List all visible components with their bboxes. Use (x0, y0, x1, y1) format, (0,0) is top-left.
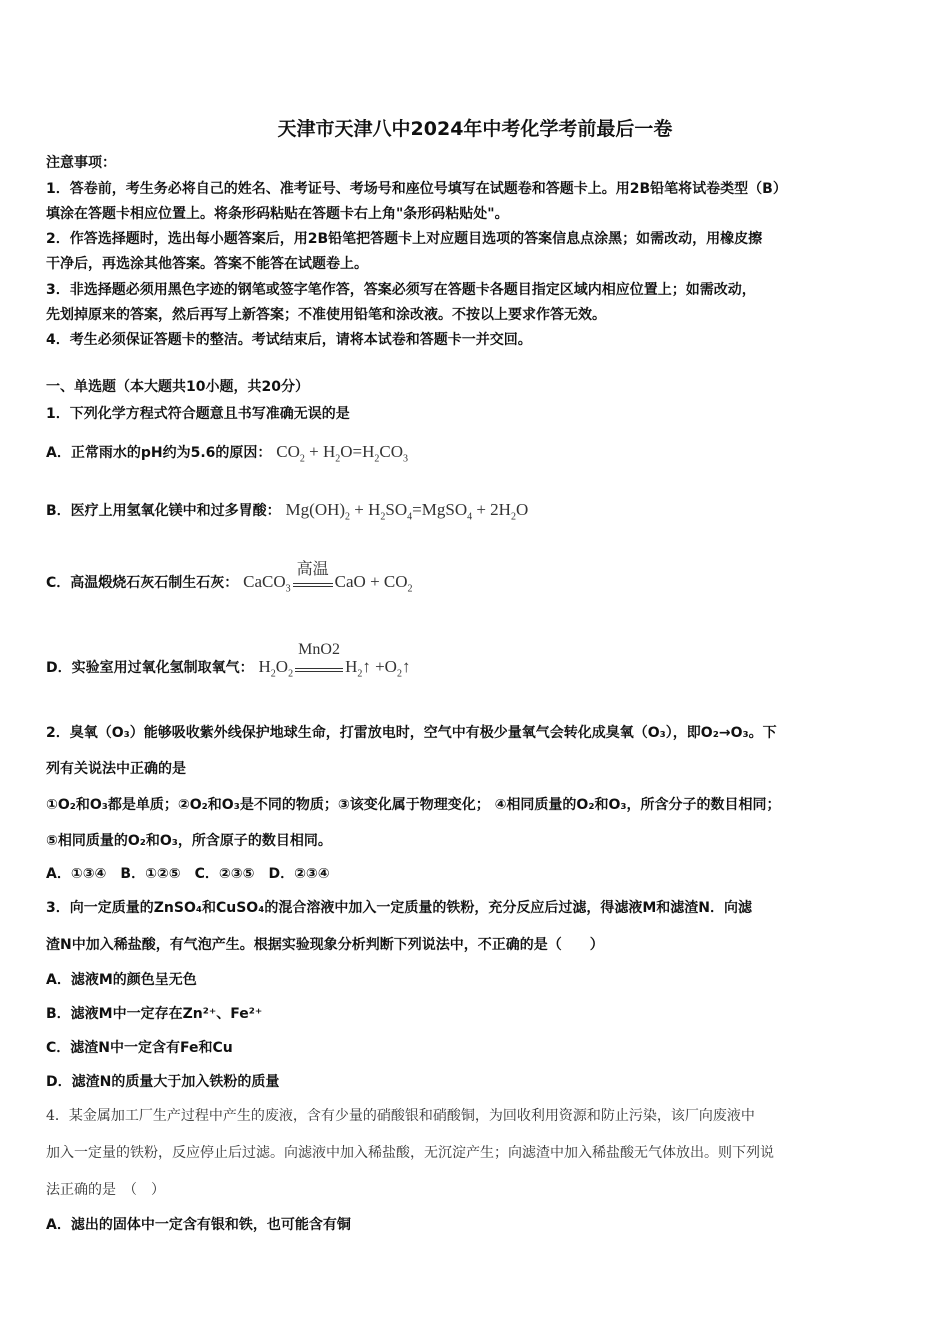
notice-line-6: 先划掉原来的答案，然后再写上新答案；不准使用铅笔和涂改液。不按以上要求作答无效。 (46, 307, 606, 323)
q1-option-d (46, 641, 411, 680)
q2-line-4: ⑤相同质量的O₂和O₃，所含原子的数目相同。 (46, 833, 332, 849)
q3-line-2: 渣N中加入稀盐酸，有气泡产生。根据实验现象分析判断下列说法中，不正确的是（ ） (46, 937, 604, 953)
q2-line-1: 2．臭氧（O₃）能够吸收紫外线保护地球生命，打雷放电时，空气中有极少量氧气会转化成臭氧（O₃），即O₂→O₃。下 (46, 725, 777, 741)
q3-line-1: 3．向一定质量的ZnSO₄和CuSO₄的混合溶液中加入一定质量的铁粉，充分反应后过滤，得滤液M和滤渣N．向滤 (46, 900, 752, 916)
q1-option-c-formula: CaCO$_3$ 高温 CaO + $CO_2$ (243, 572, 412, 591)
q1-option-b-formula: $Mg(OH)_2$ + $H_2SO_4=MgSO_4 + 2H_2O$ (285, 500, 529, 523)
q1-option-b-label: B．医疗上用氢氧化镁中和过多胃酸： (46, 503, 281, 519)
q2-line-2: 列有关说法中正确的是 (46, 761, 186, 777)
q1-option-c (46, 561, 413, 595)
q1-stem: 1．下列化学方程式符合题意且书写准确无误的是 (46, 406, 350, 422)
notice-line-2: 填涂在答题卡相应位置上。将条形码粘贴在答题卡右上角"条形码粘贴处"。 (46, 206, 509, 222)
q1-option-b (46, 500, 528, 522)
q3-option-d: D．滤渣N的质量大于加入铁粉的质量 (46, 1074, 280, 1090)
q3-option-c: C．滤渣N中一定含有Fe和Cu (46, 1040, 233, 1056)
notice-line-4: 干净后，再选涂其他答案。答案不能答在试题卷上。 (46, 256, 368, 272)
q1-option-d-condition: MnO2 (298, 641, 340, 659)
q1-option-c-condition: 高温 (296, 561, 329, 579)
notice-line-1: 1．答卷前，考生务必将自己的姓名、准考证号、考场号和座位号填写在试题卷和答题卡上。用2B铅笔将试卷类型（B） (46, 181, 787, 197)
q2-line-3: ①O₂和O₃都是单质；②O₂和O₃是不同的物质；③该变化属于物理变化； ④相同质量的O₂和O₃，所含分子的数目相同； (46, 797, 781, 813)
q1-option-a-label: A．正常雨水的pH约为5.6的原因： (46, 445, 272, 461)
q1-option-a (46, 442, 408, 464)
q3-option-b: B．滤液M中一定存在Zn²⁺、Fe²⁺ (46, 1006, 263, 1022)
q1-option-d-label: D．实验室用过氧化氢制取氧气： (46, 660, 254, 676)
q4-line-1: 4．某金属加工厂生产过程中产生的废液，含有少量的硝酸银和硝酸铜，为回收利用资源和防止污染，该厂向废液中 (46, 1108, 755, 1124)
notice-heading: 注意事项： (46, 155, 116, 171)
q2-options: A．①③④ B．①②⑤ C．②③⑤ D．②③④ (46, 866, 330, 882)
q4-line-3: 法正确的是 （ ） (46, 1182, 165, 1198)
q1-option-c-label: C．高温煅烧石灰石制生石灰： (46, 575, 239, 591)
notice-line-7: 4．考生必须保证答题卡的整洁。考试结束后，请将本试卷和答题卡一并交回。 (46, 332, 532, 348)
q1-option-a-formula: $CO_2 + H_2O=H_2CO_3$ (276, 442, 409, 465)
notice-line-3: 2．作答选择题时，选出每小题答案后，用2B铅笔把答题卡上对应题目选项的答案信息点涂黑；如需改动，用橡皮擦 (46, 231, 763, 247)
section-heading: 一、单选题（本大题共10小题，共20分） (46, 379, 309, 395)
notice-line-5: 3．非选择题必须用黑色字迹的钢笔或签字笔作答，答案必须写在答题卡各题目指定区域内相应位置上；如需改动， (46, 282, 756, 298)
page-title: 天津市天津八中2024年中考化学考前最后一卷 (277, 118, 673, 140)
q4-line-2: 加入一定量的铁粉，反应停止后过滤。向滤液中加入稀盐酸，无沉淀产生；向滤渣中加入稀盐酸无气体放出。则下列说 (46, 1145, 774, 1161)
q3-option-a: A．滤液M的颜色呈无色 (46, 972, 197, 988)
q1-option-d-formula: $H_2O_2$ MnO2 $H_2↑$ $+O_2↑$ (258, 641, 411, 680)
q4-option-a: A．滤出的固体中一定含有银和铁，也可能含有铜 (46, 1217, 351, 1233)
